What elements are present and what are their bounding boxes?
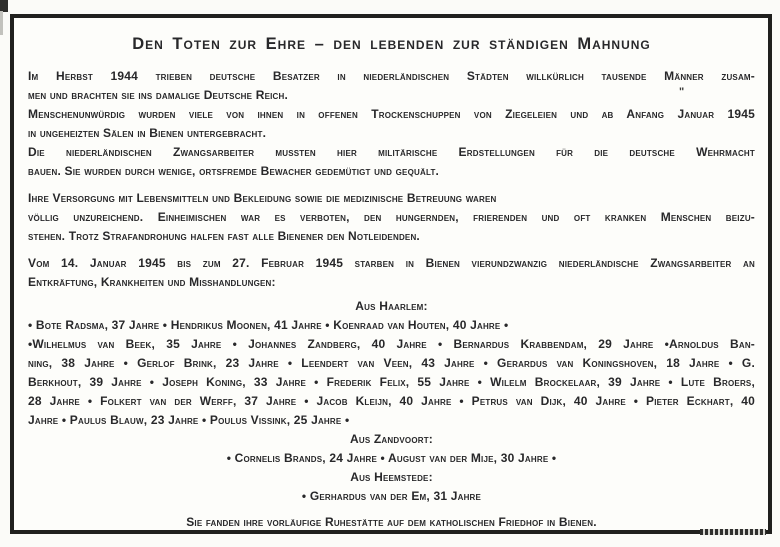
deaths-paragraph xyxy=(28,254,755,292)
memorial-content xyxy=(14,18,768,530)
text-line: Ihre Versorgung mit Lebensmitteln und Bekleidung sowie die medizinische Betreuung waren xyxy=(28,191,497,205)
text-line: völlig unzureichend. Einheimischen war es verboten, den hungernden, frierenden und oft kranken Menschen beizu- xyxy=(28,210,755,224)
text-line: in ungeheizten Sälen in Bienen untergebracht. xyxy=(28,126,267,140)
victim-list-line: • Gerhardus van der Em, 31 Jahre xyxy=(301,489,482,503)
victim-list-line: • Bote Radsma, 37 Jahre • Hendrikus Moonen, 41 Jahre • Koenraad van Houten, 40 Jahre • xyxy=(28,318,509,332)
victim-list-line: Jahre • Paulus Blauw, 23 Jahre • Poulus Vissink, 25 Jahre • xyxy=(28,413,350,427)
victim-list-line: •Wilhelmus van Beek, 35 Jahre • Johannes Zandberg, 40 Jahre • Bernardus Krabbendam, 29 Jahre •Arnoldus Ban- xyxy=(28,337,755,351)
victim-list-line: • Cornelis Brands, 24 Jahre • August van der Mije, 30 Jahre • xyxy=(226,451,557,465)
text-line: bauen. Sie wurden durch wenige, ortsfremde Bewacher gedemütigt und gequält. xyxy=(28,164,440,178)
scan-artifact-quote-mark: " xyxy=(679,86,685,98)
text-line: Im Herbst 1944 trieben deutsche Besatzer in niederländischen Städten willkürlich tausende Männer zusam- xyxy=(28,69,755,83)
memorial-title: Den Toten zur Ehre – den lebenden zur ständigen Mahnung xyxy=(132,35,651,53)
footer-line: Sie fanden ihre vorläufige Ruhestätte auf dem katholischen Friedhof in Bienen. xyxy=(186,515,597,529)
victim-list-line: 28 Jahre • Folkert van der Werff, 37 Jahre • Jacob Kleijn, 40 Jahre • Petrus van Dijk, 40 Jahre • Pieter Eckhart, 40 xyxy=(28,394,755,408)
victim-list-line: Berkhout, 39 Jahre • Joseph Koning, 33 Jahre • Frederik Felix, 55 Jahre • Wilelm Brockelaar, 39 Jahre • Lute Broers, xyxy=(28,375,755,389)
scan-artifact-left-smear xyxy=(0,11,3,35)
heemstede-section xyxy=(28,468,755,506)
victim-list-line: ning, 38 Jahre • Gerlof Brink, 23 Jahre • Leendert van Veen, 43 Jahre • Gerardus van Koningshoven, 18 Jahre • G. xyxy=(28,356,755,370)
memorial-frame xyxy=(10,14,772,534)
text-line: men und brachten sie ins damalige Deutsche Reich. xyxy=(28,88,289,102)
text-line: Die niederländischen Zwangsarbeiter mussten hier militärische Erdstellungen für die deutsche Wehrmacht xyxy=(28,145,755,159)
section-heading-zandvoort: Aus Zandvoort: xyxy=(349,432,434,446)
scan-artifact-bottom-hatch xyxy=(700,529,766,535)
intro-paragraph xyxy=(28,67,755,181)
supply-paragraph xyxy=(28,189,755,246)
text-line: stehen. Trotz Strafandrohung halfen fast alle Bienener den Notleidenden. xyxy=(28,229,420,243)
text-line: Menschenunwürdig wurden viele von ihnen in offenen Trockenschuppen von Ziegeleien und ab Anfang Januar 1945 xyxy=(28,107,755,121)
zandvoort-section xyxy=(28,430,755,468)
text-line: Entkräftung, Krankheiten und Mißhandlungen: xyxy=(28,275,276,289)
section-heading-haarlem: Aus Haarlem: xyxy=(355,299,428,313)
text-line: Vom 14. Januar 1945 bis zum 27. Februar 1945 starben in Bienen vierundzwanzig niederländische Zwangsarbeiter an xyxy=(28,256,755,270)
section-heading-heemstede: Aus Heemstede: xyxy=(350,470,433,484)
haarlem-section xyxy=(28,297,755,430)
